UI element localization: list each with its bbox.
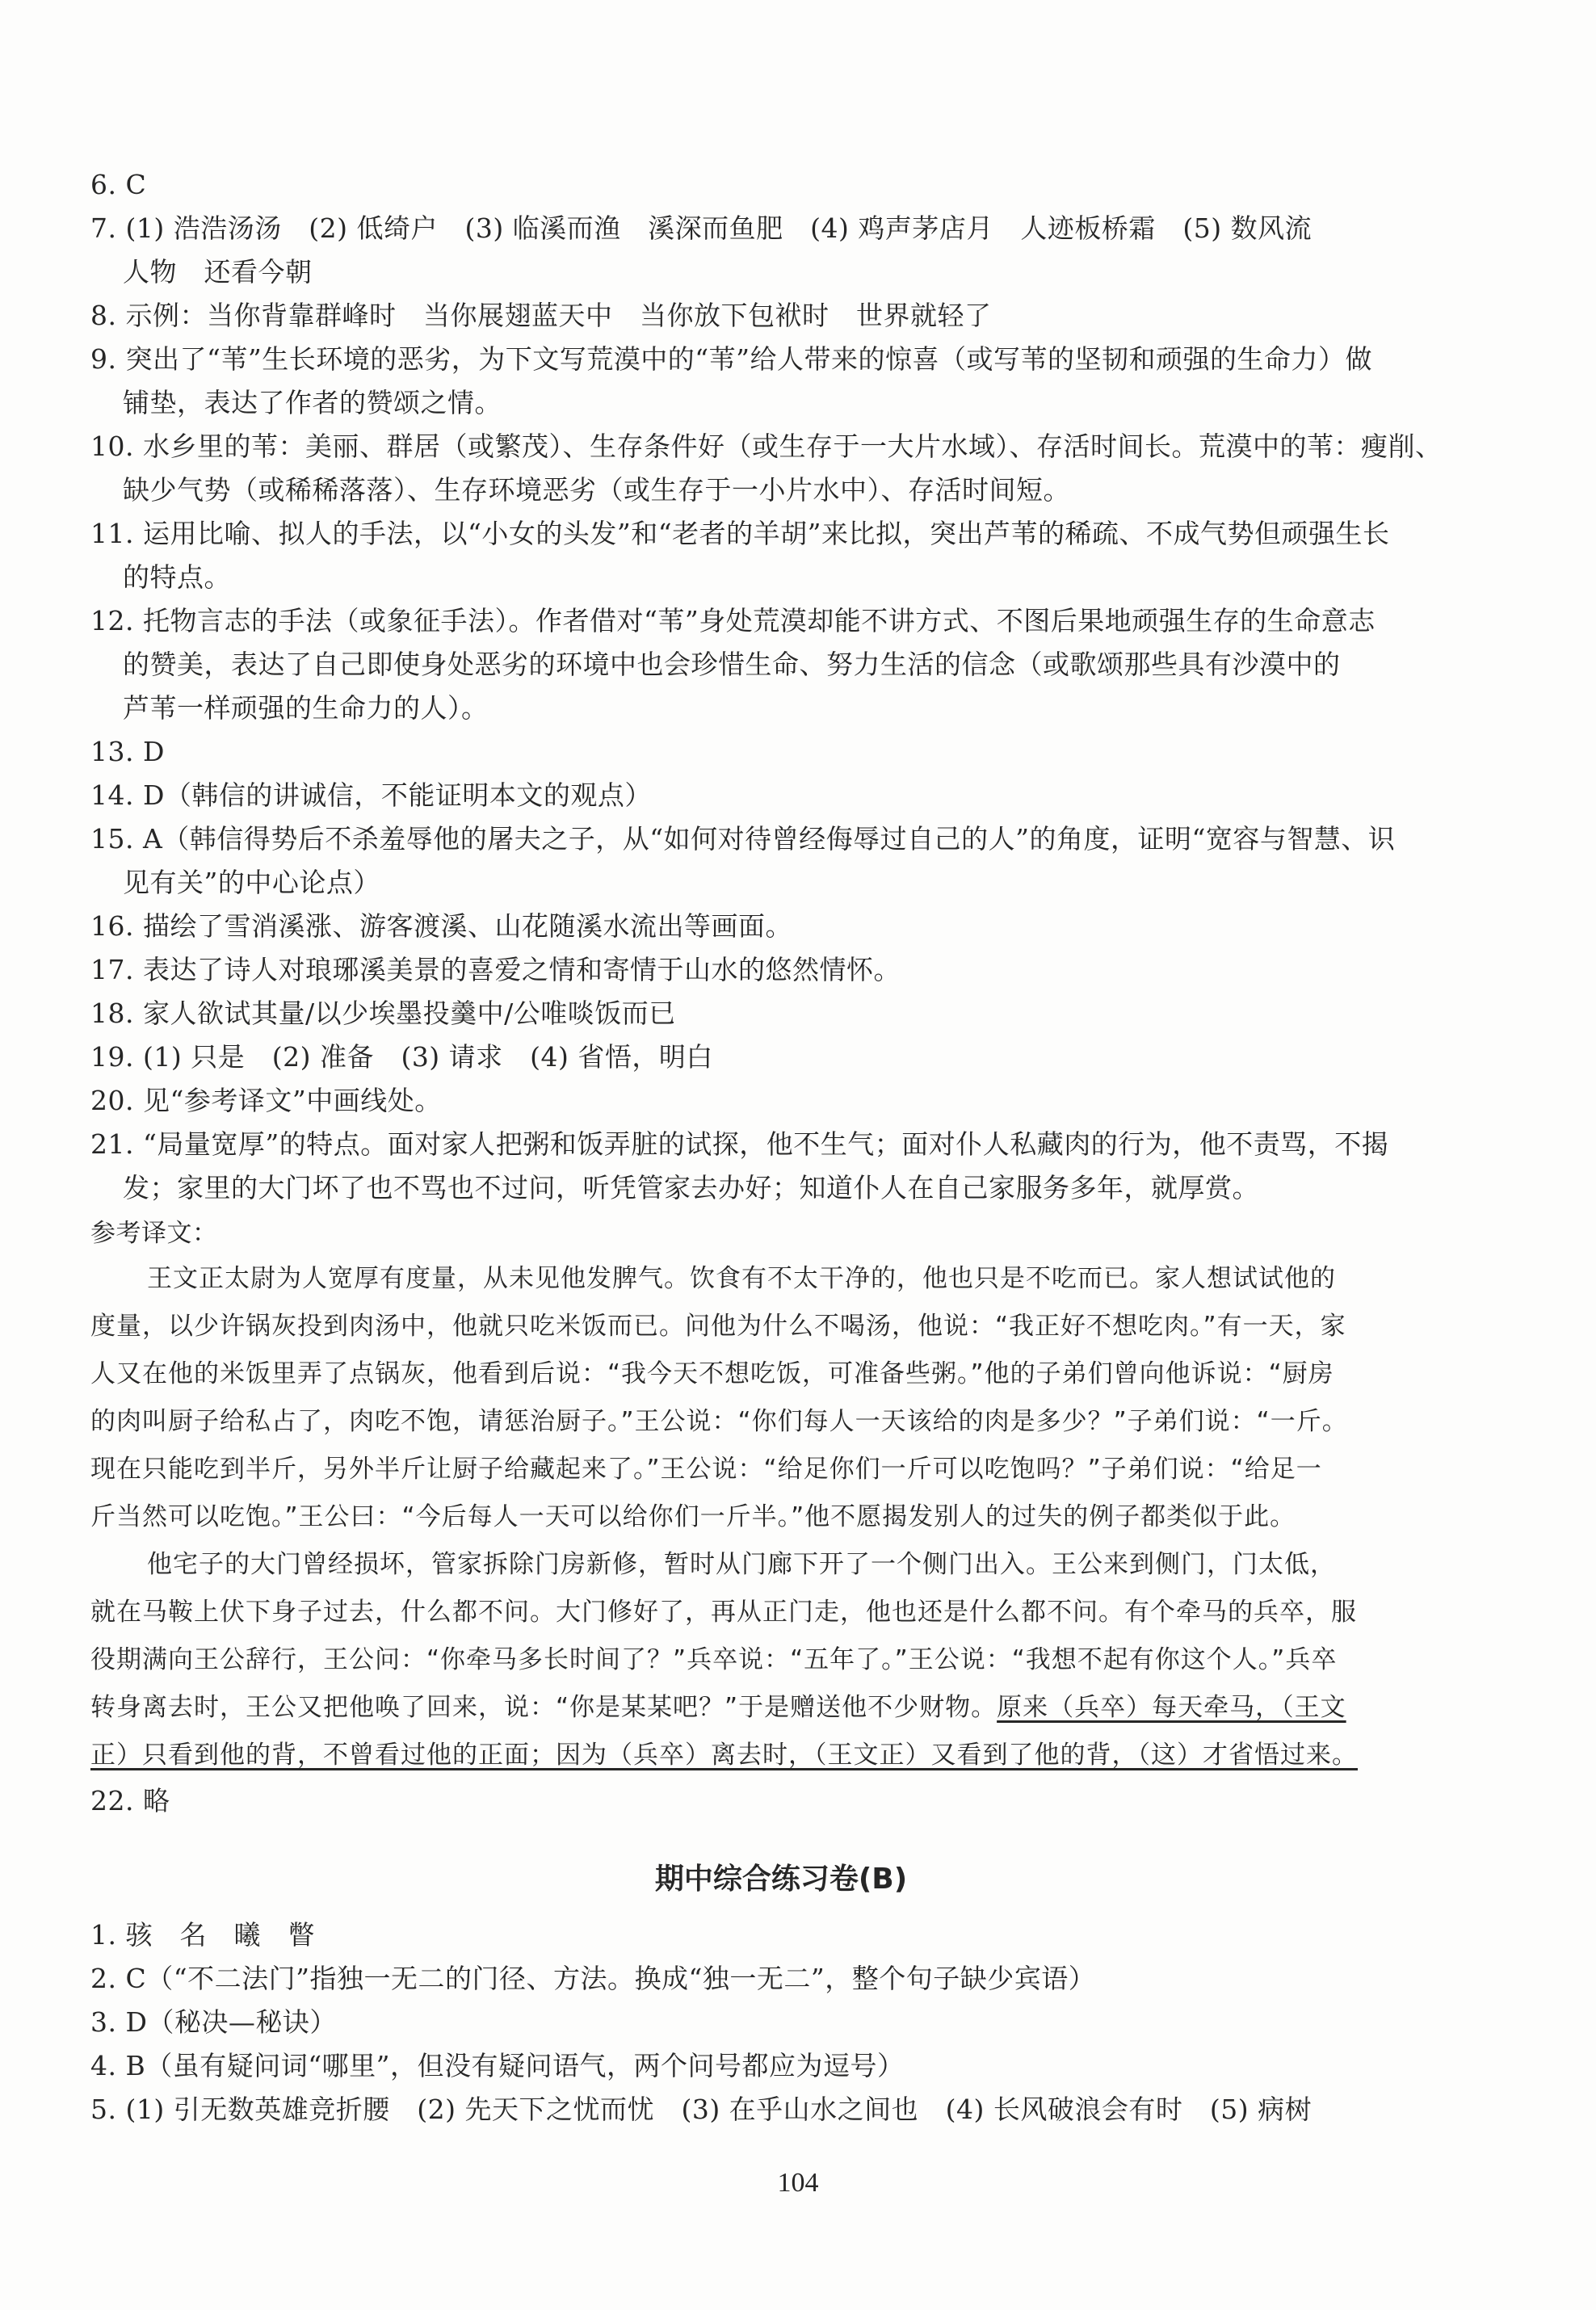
answer-line: 21. “局量宽厚”的特点。面对家人把粥和饭弄脏的试探，他不生气；面对仆人私藏肉的行为，他不责骂，不揭 xyxy=(90,1128,1389,1160)
answer-line-continued: 缺少气势（或稀稀落落）、生存环境恶劣（或生存于一小片水中）、存活时间短。 xyxy=(123,474,1070,506)
answer-line: 4. B（虽有疑问词“哪里”，但没有疑问语气，两个问号都应为逗号） xyxy=(90,2050,905,2081)
answer-line-continued: 芦苇一样顽强的生命力的人）。 xyxy=(123,692,489,724)
answer-item-17 xyxy=(90,948,1423,992)
answer-line: 3. D（秘决—秘诀） xyxy=(90,2006,337,2038)
translation-text: 转身离去时，王公又把他唤了回来，说：“你是某某吧？”于是赠送他不少财物。 xyxy=(90,1693,998,1722)
answer-line: 7. (1) 浩浩汤汤 (2) 低绮户 (3) 临溪而渔 溪深而鱼肥 (4) 鸡声茅店月 人迹板桥霜 (5) 数风流 xyxy=(90,212,1312,244)
translation-line: 他宅子的大门曾经损坏，管家拆除门房新修，暂时从门廊下开了一个侧门出入。王公来到侧门，门太低， xyxy=(147,1550,1336,1579)
answer-item-19 xyxy=(90,1035,1423,1079)
answer-item-8 xyxy=(90,294,1423,338)
translation-line: 王文正太尉为人宽厚有度量，从未见他发脾气。饮食有不太干净的，他也只是不吃而已。家人想试试他的 xyxy=(147,1264,1336,1293)
answer-item-14 xyxy=(90,774,1423,817)
answer-line-continued: 铺垫，表达了作者的赞颂之情。 xyxy=(123,387,502,418)
answer-item-9 xyxy=(90,338,1423,425)
answer-line: 20. 见“参考译文”中画线处。 xyxy=(90,1085,442,1116)
answer-line: 17. 表达了诗人对琅琊溪美景的喜爱之情和寄情于山水的悠然情怀。 xyxy=(90,954,901,985)
answer-line: 12. 托物言志的手法（或象征手法）。作者借对“苇”身处荒漠却能不讲方式、不图后果地顽强生存的生命意志 xyxy=(90,605,1376,636)
translation-line: 的肉叫厨子给私占了，肉吃不饱，请惩治厨子。”王公说：“你们每人一天该给的肉是多少？”子弟们说：“一斤。 xyxy=(90,1407,1348,1436)
answer-list-a xyxy=(90,163,1443,1210)
answer-line-continued: 的赞美，表达了自己即使身处恶劣的环境中也会珍惜生命、努力生活的信念（或歌颂那些具有沙漠中的 xyxy=(123,649,1341,680)
answer-line: 18. 家人欲试其量/以少埃墨投羹中/公唯啖饭而已 xyxy=(90,998,676,1029)
answer-line: 11. 运用比喻、拟人的手法，以“小女的头发”和“老者的羊胡”来比拟，突出芦苇的稀疏、不成气势但顽强生长 xyxy=(90,518,1390,549)
answer-item-15 xyxy=(90,817,1423,905)
translation-line: 现在只能吃到半斤，另外半斤让厨子给藏起来了。”王公说：“给足你们一斤可以吃饱吗？”子弟们说：“给足一 xyxy=(90,1455,1322,1484)
answer-item-10 xyxy=(90,425,1443,512)
page-number: 104 xyxy=(777,2168,819,2198)
translation-line xyxy=(90,1732,1423,1779)
translation-line: 就在马鞍上伏下身子过去，什么都不问。大门修好了，再从正门走，他也还是什么都不问。有个牵马的兵卒，服 xyxy=(90,1598,1357,1627)
answer-line: 14. D（韩信的讲诚信，不能证明本文的观点） xyxy=(90,779,652,811)
answer-line: 10. 水乡里的苇：美丽、群居（或繁茂）、生存条件好（或生存于一大片水域）、存活时间长。荒漠中的苇：瘦削、 xyxy=(90,430,1443,462)
answer-line: 9. 突出了“苇”生长环境的恶劣，为下文写荒漠中的“苇”给人带来的惊喜（或写苇的坚韧和顽强的生命力）做 xyxy=(90,343,1372,375)
translation-line: 度量，以少许锅灰投到肉汤中，他就只吃米饭而已。问他为什么不喝汤，他说：“我正好不想吃肉。”有一天，家 xyxy=(90,1312,1346,1341)
answer-line-continued: 见有关”的中心论点） xyxy=(123,867,380,898)
reference-translation xyxy=(90,1212,1423,1779)
answer-item-12 xyxy=(90,599,1423,730)
reference-label: 参考译文： xyxy=(90,1219,218,1248)
answer-line: 16. 描绘了雪消溪涨、游客渡溪、山花随溪水流出等画面。 xyxy=(90,910,792,942)
answer-item-16 xyxy=(90,905,1423,948)
answer-line: 5. (1) 引无数英雄竞折腰 (2) 先天下之忧而忧 (3) 在乎山水之间也 (4) 长风破浪会有时 (5) 病树 xyxy=(90,2094,1312,2125)
answer-item-21 xyxy=(90,1123,1423,1210)
answer-item-7 xyxy=(90,207,1423,294)
answer-item-18 xyxy=(90,992,1423,1035)
answer-item-6 xyxy=(90,163,1423,207)
answer-item-13 xyxy=(90,730,1423,774)
underlined-translation: 正）只看到他的背，不曾看过他的正面；因为（兵卒）离去时，（王文正）又看到了他的背，（这）才省悟过来。 xyxy=(90,1741,1358,1770)
answer-line: 8. 示例：当你背靠群峰时 当你展翅蓝天中 当你放下包袱时 世界就轻了 xyxy=(90,300,992,331)
section-title: 期中综合练习卷(B) xyxy=(654,1863,908,1896)
answer-list-b xyxy=(90,1913,1423,2132)
answer-item-11 xyxy=(90,512,1423,599)
answer-line: 1. 骇 名 曦 瞥 xyxy=(90,1919,315,1951)
answer-line-continued: 的特点。 xyxy=(123,561,231,593)
answer-item-20 xyxy=(90,1079,1423,1123)
underlined-translation: 原来（兵卒）每天牵马，（王文 xyxy=(997,1693,1346,1722)
answer-line: 13. D xyxy=(90,736,165,767)
translation-line: 人又在他的米饭里弄了点锅灰，他看到后说：“我今天不想吃饭，可准备些粥。”他的子弟们曾向他诉说：“厨房 xyxy=(90,1359,1334,1388)
answer-line: 15. A（韩信得势后不杀羞辱他的屠夫之子，从“如何对待曾经侮辱过自己的人”的角度，证明“宽容与智慧、识 xyxy=(90,823,1396,855)
answer-line: 19. (1) 只是 (2) 准备 (3) 请求 (4) 省悟，明白 xyxy=(90,1041,713,1073)
translation-line: 役期满向王公辞行，王公问：“你牵马多长时间了？”兵卒说：“五年了。”王公说：“我想不起有你这个人。”兵卒 xyxy=(90,1645,1338,1674)
answer-line-continued: 发；家里的大门坏了也不骂也不过问，听凭管家去办好；知道仆人在自己家服务多年，就厚赏。 xyxy=(123,1172,1259,1203)
page-content xyxy=(90,163,1443,2132)
answer-line-continued: 人物 还看今朝 xyxy=(123,256,313,288)
answer-line: 2. C（“不二法门”指独一无二的门径、方法。换成“独一无二”，整个句子缺少宾语） xyxy=(90,1963,1096,1994)
translation-line xyxy=(90,1684,1423,1732)
translation-line: 斤当然可以吃饱。”王公曰：“今后每人一天可以给你们一斤半。”他不愿揭发别人的过失的例子都类似于此。 xyxy=(90,1502,1296,1531)
answer-item-22: 22. 略 xyxy=(90,1785,170,1816)
answer-line: 6. C xyxy=(90,169,147,200)
